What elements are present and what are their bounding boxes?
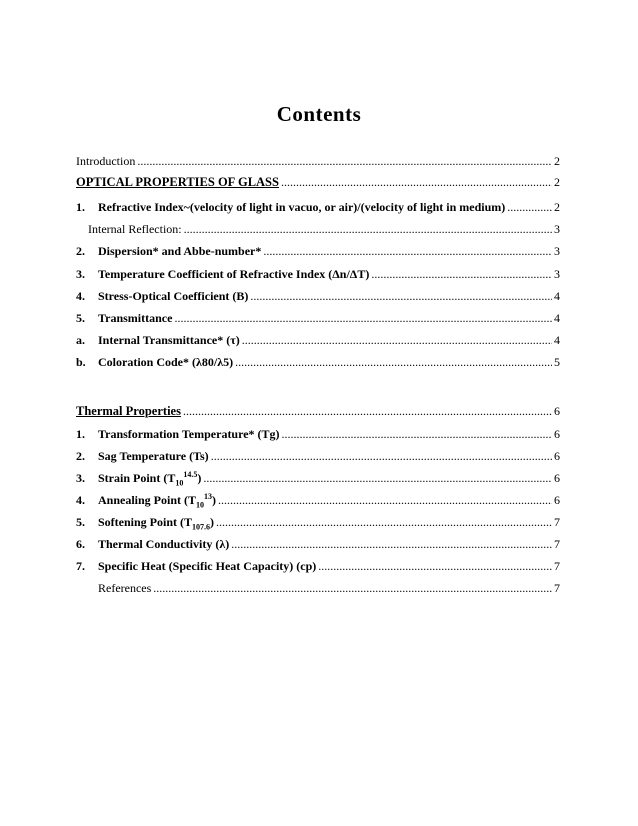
toc-page-number: 6 xyxy=(554,404,560,418)
toc-number: 7. xyxy=(76,559,85,573)
toc-label: Thermal Properties xyxy=(76,404,181,418)
toc-label: Sag Temperature (Ts) xyxy=(98,449,209,463)
toc-label: Refractive Index~(velocity of light in vacuo, or air)/(velocity of light in medium) xyxy=(98,200,506,214)
toc-entry-sag-temperature[interactable] xyxy=(76,445,560,463)
toc-page-number: 2 xyxy=(554,175,560,189)
toc-entry-specific-heat[interactable] xyxy=(76,555,560,573)
toc-label: Specific Heat (Specific Heat Capacity) (cp) xyxy=(98,559,317,573)
dot-leader xyxy=(318,559,552,573)
toc-label: Thermal Conductivity (λ) xyxy=(98,537,230,551)
toc-number: 4. xyxy=(76,289,85,303)
toc-entry-optical-properties[interactable] xyxy=(76,171,560,189)
toc-label xyxy=(98,492,217,510)
toc-number: 2. xyxy=(76,449,85,463)
toc-number: 6. xyxy=(76,537,85,551)
toc-number: 3. xyxy=(76,267,85,281)
subscript: 107.6 xyxy=(192,522,211,532)
dot-leader xyxy=(263,244,552,258)
superscript: 14.5 xyxy=(183,470,198,479)
toc-entry-internal-reflection[interactable] xyxy=(76,218,560,236)
toc-page-number: 4 xyxy=(554,333,560,347)
subscript: 10 xyxy=(196,500,205,510)
toc-label: Coloration Code* (λ80/λ5) xyxy=(98,355,234,369)
toc-page-number: 6 xyxy=(554,449,560,463)
toc-entry-coloration-code[interactable] xyxy=(76,351,560,369)
toc-number: 3. xyxy=(76,471,85,485)
label-text: ) xyxy=(210,515,215,529)
toc-page-number: 7 xyxy=(554,515,560,529)
dot-leader xyxy=(231,537,552,551)
toc-page-number: 6 xyxy=(554,427,560,441)
toc-page-number: 3 xyxy=(554,267,560,281)
dot-leader xyxy=(137,154,552,168)
toc-page-number: 7 xyxy=(554,537,560,551)
label-text: ) xyxy=(212,493,217,507)
superscript: 13 xyxy=(204,492,213,501)
toc-page-number: 7 xyxy=(554,581,560,595)
dot-leader xyxy=(250,289,552,303)
dot-leader xyxy=(211,449,552,463)
toc-entry-internal-transmittance[interactable] xyxy=(76,329,560,347)
toc-label: Internal Transmittance* (τ) xyxy=(98,333,240,347)
toc-entry-references[interactable] xyxy=(76,577,560,595)
dot-leader xyxy=(235,355,552,369)
toc-page-number: 2 xyxy=(554,154,560,168)
toc-label: Internal Reflection: xyxy=(88,222,182,236)
toc-number: 2. xyxy=(76,244,85,258)
toc-label xyxy=(98,470,202,488)
toc-number: 5. xyxy=(76,515,85,529)
toc-page-number: 4 xyxy=(554,311,560,325)
toc-number: a. xyxy=(76,333,85,347)
dot-leader xyxy=(203,471,552,485)
toc-label xyxy=(98,515,215,532)
toc-label: OPTICAL PROPERTIES OF GLASS xyxy=(76,175,279,189)
dot-leader xyxy=(281,175,552,189)
toc-page-number: 7 xyxy=(554,559,560,573)
page-title: Contents xyxy=(276,102,362,126)
toc-number: b. xyxy=(76,355,86,369)
toc-page-number: 3 xyxy=(554,222,560,236)
toc-label: Temperature Coefficient of Refractive Index (Δn/ΔT) xyxy=(98,267,370,281)
label-text: Softening Point (T xyxy=(98,515,193,529)
toc-entry-thermal-conductivity[interactable] xyxy=(76,533,560,551)
toc-label: Dispersion* and Abbe-number* xyxy=(98,244,262,258)
toc-page-number: 4 xyxy=(554,289,560,303)
subscript: 10 xyxy=(175,478,184,488)
toc-entry-annealing-point[interactable] xyxy=(76,489,560,510)
toc-entry-transmittance[interactable] xyxy=(76,307,560,325)
dot-leader xyxy=(174,311,552,325)
dot-leader xyxy=(216,515,552,529)
toc-entry-dispersion[interactable] xyxy=(76,240,560,258)
toc-entry-introduction[interactable] xyxy=(76,150,560,168)
toc-label: References xyxy=(98,581,152,595)
toc-page-number: 5 xyxy=(554,355,560,369)
toc-label: Transmittance xyxy=(98,311,173,325)
dot-leader xyxy=(184,222,552,236)
dot-leader xyxy=(282,427,552,441)
toc-label: Stress-Optical Coefficient (B) xyxy=(98,289,249,303)
toc-number: 1. xyxy=(76,200,85,214)
toc-number: 5. xyxy=(76,311,85,325)
toc-entry-refractive-index[interactable] xyxy=(76,196,560,214)
toc-entry-softening-point[interactable] xyxy=(76,511,560,532)
toc-page-number: 6 xyxy=(554,493,560,507)
toc-entry-thermal-properties[interactable] xyxy=(76,400,560,418)
dot-leader xyxy=(218,493,552,507)
label-text: Strain Point (T xyxy=(98,471,176,485)
dot-leader xyxy=(183,404,552,418)
toc-page-number: 6 xyxy=(554,471,560,485)
label-text: ) xyxy=(197,471,202,485)
toc-entry-strain-point[interactable] xyxy=(76,467,560,488)
toc-entry-temperature-coefficient[interactable] xyxy=(76,263,560,281)
toc-entry-transformation-temperature[interactable] xyxy=(76,423,560,441)
toc-number: 4. xyxy=(76,493,85,507)
toc-label: Transformation Temperature* (Tg) xyxy=(98,427,280,441)
toc-page-number: 3 xyxy=(554,244,560,258)
dot-leader xyxy=(507,200,552,214)
toc-number: 1. xyxy=(76,427,85,441)
toc-entry-stress-optical[interactable] xyxy=(76,285,560,303)
dot-leader xyxy=(153,581,552,595)
dot-leader xyxy=(371,267,552,281)
dot-leader xyxy=(242,333,552,347)
toc-label: Introduction xyxy=(76,154,136,168)
label-text: Annealing Point (T xyxy=(98,493,197,507)
toc-page-number: 2 xyxy=(554,200,560,214)
